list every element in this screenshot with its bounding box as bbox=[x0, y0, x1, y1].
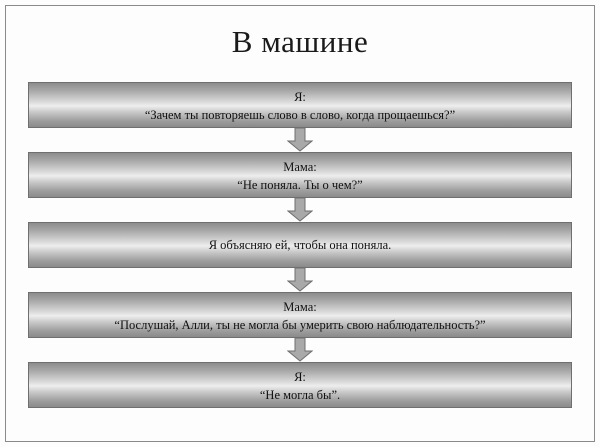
flow-node[interactable] bbox=[28, 362, 572, 408]
flow-node[interactable] bbox=[28, 82, 572, 128]
flowchart bbox=[28, 82, 572, 408]
flow-node-text: “Послушай, Алли, ты не могла бы умерить свою наблюдательность?” bbox=[114, 318, 486, 332]
down-arrow-icon bbox=[287, 268, 313, 292]
page-title: В машине bbox=[231, 24, 369, 59]
flow-connector bbox=[28, 268, 572, 292]
flow-node-speaker: Мама: bbox=[283, 300, 317, 314]
down-arrow-icon bbox=[287, 338, 313, 362]
flow-connector bbox=[28, 338, 572, 362]
flow-node-speaker: Мама: bbox=[283, 160, 317, 174]
flow-node-text: Я объясняю ей, чтобы она поняла. bbox=[208, 238, 392, 252]
flow-node-speaker: Я: bbox=[294, 370, 306, 384]
flow-node[interactable] bbox=[28, 292, 572, 338]
flow-node-text: “Не поняла. Ты о чем?” bbox=[237, 178, 363, 192]
flow-node[interactable] bbox=[28, 222, 572, 268]
flow-node[interactable] bbox=[28, 152, 572, 198]
flow-node-text: “Не могла бы”. bbox=[259, 388, 341, 402]
down-arrow-icon bbox=[287, 198, 313, 222]
flow-node-text: “Зачем ты повторяешь слово в слово, когда прощаешься?” bbox=[144, 108, 456, 122]
down-arrow-icon bbox=[287, 128, 313, 152]
flow-connector bbox=[28, 128, 572, 152]
flow-connector bbox=[28, 198, 572, 222]
flow-node-speaker: Я: bbox=[294, 90, 306, 104]
